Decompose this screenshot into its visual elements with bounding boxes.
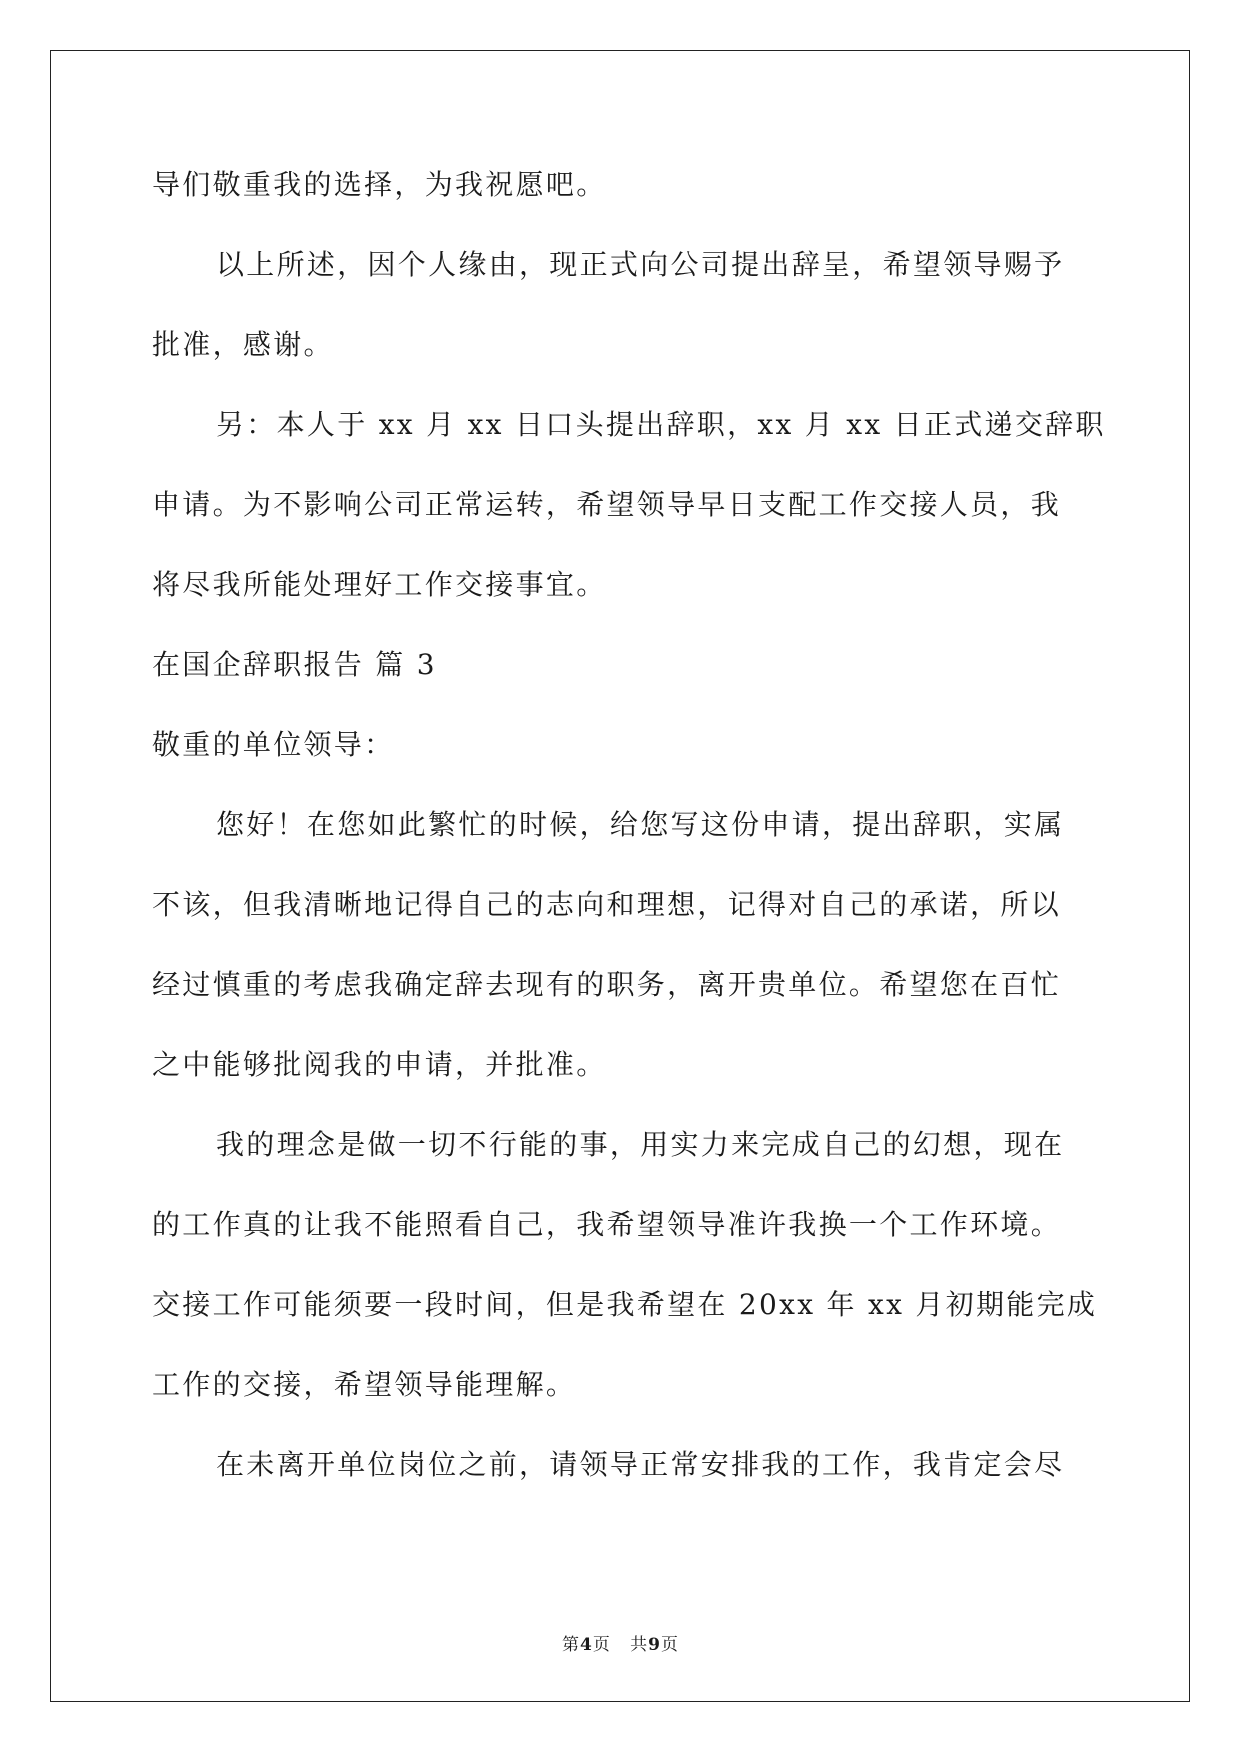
text-line: 导们敬重我的选择，为我祝愿吧。 (152, 168, 607, 201)
text-line: 申请。为不影响公司正常运转，希望领导早日支配工作交接人员，我 (152, 488, 1062, 521)
text-line: 交接工作可能须要一段时间，但是我希望在 20xx 年 xx 月初期能完成 (152, 1288, 1098, 1321)
page-unit: 页 (592, 1635, 611, 1655)
current-page-number: 4 (580, 1635, 593, 1655)
page-footer (0, 1630, 1241, 1655)
text-line: 另：本人于 xx 月 xx 日口头提出辞职，xx 月 xx 日正式递交辞职 (216, 408, 1106, 441)
text-line: 以上所述，因个人缘由，现正式向公司提出辞呈，希望领导赐予 (216, 248, 1065, 281)
text-line: 工作的交接，希望领导能理解。 (152, 1368, 577, 1401)
text-line: 不该，但我清晰地记得自己的志向和理想，记得对自己的承诺，所以 (152, 888, 1062, 921)
text-line: 我的理念是做一切不行能的事，用实力来完成自己的幻想，现在 (216, 1128, 1065, 1161)
text-line: 的工作真的让我不能照看自己，我希望领导准许我换一个工作环境。 (152, 1208, 1062, 1241)
salutation: 敬重的单位领导： (152, 728, 395, 761)
text-line: 在未离开单位岗位之前，请领导正常安排我的工作，我肯定会尽 (216, 1448, 1065, 1481)
page-prefix: 第 (562, 1635, 581, 1655)
total-unit: 页 (660, 1635, 679, 1655)
text-line: 将尽我所能处理好工作交接事宜。 (152, 568, 607, 601)
section-heading: 在国企辞职报告 篇 3 (152, 648, 437, 681)
text-line: 之中能够批阅我的申请，并批准。 (152, 1048, 607, 1081)
text-line: 您好！在您如此繁忙的时候，给您写这份申请，提出辞职，实属 (216, 808, 1065, 841)
text-line: 批准，感谢。 (152, 328, 334, 361)
text-line: 经过慎重的考虑我确定辞去现有的职务，离开贵单位。希望您在百忙 (152, 968, 1062, 1001)
total-page-number: 9 (648, 1635, 661, 1655)
total-prefix: 共 (630, 1635, 649, 1655)
